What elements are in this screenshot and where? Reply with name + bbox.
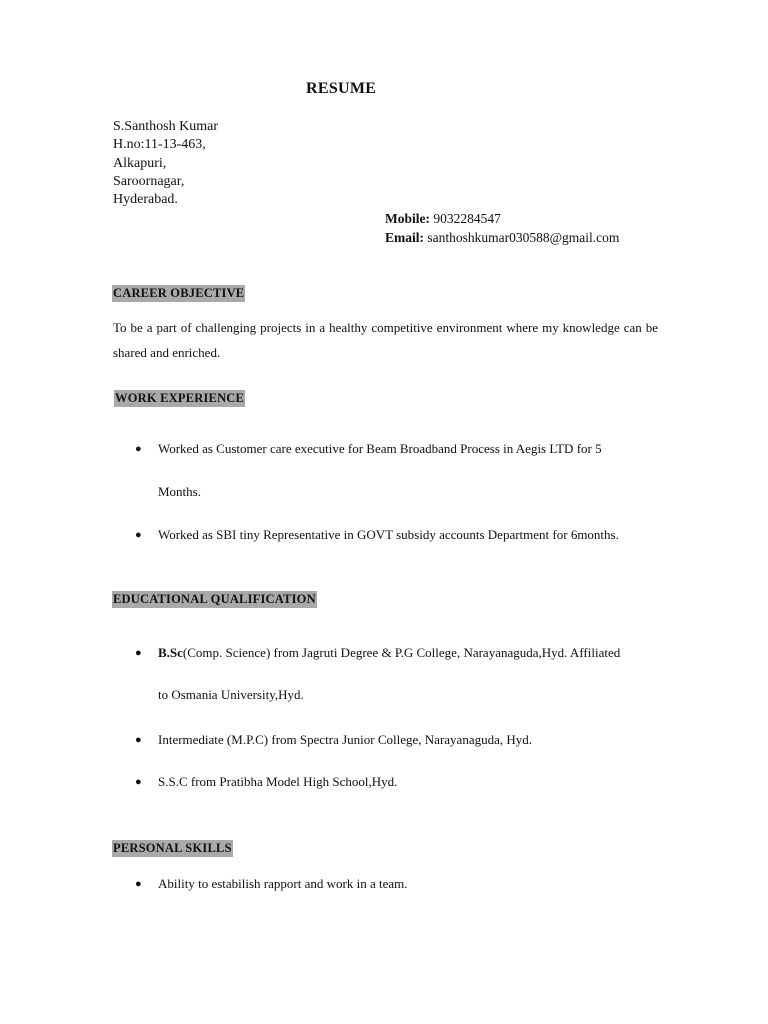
bullet-icon: ●: [135, 647, 142, 659]
email-value: santhoshkumar030588@gmail.com: [427, 229, 620, 245]
bullet-icon: ●: [135, 878, 142, 890]
education-heading: EDUCATIONAL QUALIFICATION: [113, 592, 316, 606]
mobile-value: 9032284547: [433, 211, 501, 226]
education-item-1: [158, 644, 620, 662]
address-block: [113, 118, 218, 209]
bullet-icon: ●: [135, 529, 142, 541]
education-item-1-continued: to Osmania University,Hyd.: [158, 687, 304, 702]
work-item-1: Worked as Customer care executive for Beam Broadband Process in Aegis LTD for 5: [158, 441, 602, 456]
applicant-name: S.Santhosh Kumar: [113, 119, 218, 134]
email-label: Email:: [385, 229, 424, 245]
resume-title: RESUME: [306, 80, 377, 97]
career-objective-heading: CAREER OBJECTIVE: [113, 286, 245, 300]
career-objective-text: To be a part of challenging projects in a healthy competitive environment where my knowledge can be shared and enriched.: [113, 320, 658, 360]
address-area: Alkapuri,: [113, 155, 167, 171]
address-house: H.no:11-13-463,: [113, 137, 206, 153]
degree-details: (Comp. Science) from Jagruti Degree & P.G College, Narayanaguda,Hyd. Affiliated: [182, 645, 621, 660]
work-item-2: Worked as SBI tiny Representative in GOVT subsidy accounts Department for 6months.: [158, 527, 619, 542]
bullet-icon: ●: [135, 734, 142, 746]
mobile-label: Mobile:: [385, 211, 430, 226]
address-locality: Saroornagar,: [113, 173, 185, 189]
education-item-2: Intermediate (M.P.C) from Spectra Junior College, Narayanaguda, Hyd.: [158, 732, 533, 747]
contact-block: [385, 210, 619, 247]
work-experience-heading: WORK EXPERIENCE: [115, 391, 245, 405]
education-item-3: S.S.C from Pratibha Model High School,Hyd.: [158, 774, 398, 789]
degree-name: B.Sc: [158, 645, 183, 660]
address-city: Hyderabad.: [113, 192, 178, 208]
personal-skills-heading: PERSONAL SKILLS: [113, 841, 232, 855]
email-line: [385, 229, 619, 248]
skills-item-1: Ability to estabilish rapport and work in a team.: [158, 876, 408, 891]
bullet-icon: ●: [135, 776, 142, 788]
bullet-icon: ●: [135, 443, 142, 455]
work-item-1-continued: Months.: [158, 484, 201, 499]
mobile-line: [385, 210, 619, 229]
